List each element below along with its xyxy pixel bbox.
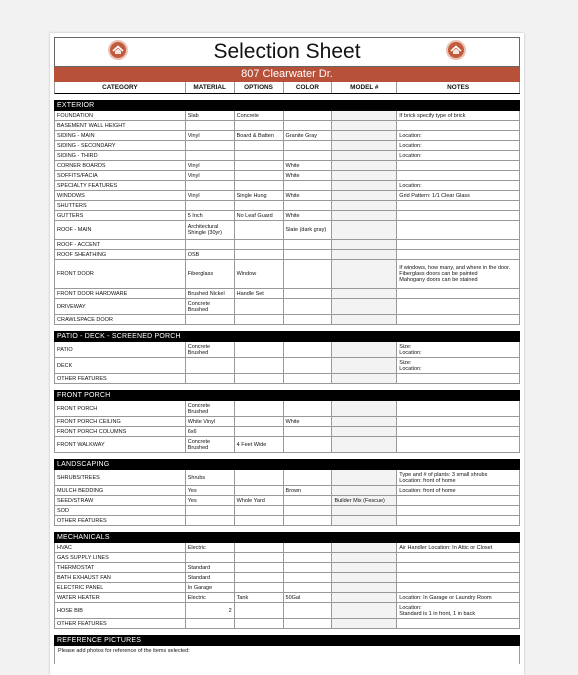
- color-cell: [284, 603, 333, 618]
- table-row: [54, 250, 520, 260]
- category-cell: MULCH BEDDING: [55, 486, 186, 495]
- reference-section: [54, 635, 520, 664]
- section-header: MECHANICALS: [54, 532, 520, 543]
- color-cell: [284, 201, 333, 210]
- options-cell: [235, 250, 284, 259]
- options-cell: [235, 553, 284, 562]
- notes-cell: [397, 221, 520, 239]
- material-cell: [186, 315, 235, 324]
- notes-cell: [397, 573, 520, 582]
- category-cell: FRONT DOOR: [55, 260, 186, 288]
- options-cell: Tank: [235, 593, 284, 602]
- color-cell: Brown: [284, 486, 333, 495]
- options-cell: [235, 171, 284, 180]
- section-header: LANDSCAPING: [54, 459, 520, 470]
- material-cell: [186, 121, 235, 130]
- sheet-content: [54, 37, 520, 664]
- color-cell: [284, 553, 333, 562]
- color-cell: [284, 506, 333, 515]
- table-row: [54, 470, 520, 486]
- material-cell: Vinyl: [186, 161, 235, 170]
- color-cell: [284, 374, 333, 383]
- options-cell: [235, 221, 284, 239]
- options-cell: [235, 417, 284, 426]
- options-cell: [235, 374, 284, 383]
- options-cell: [235, 299, 284, 314]
- material-cell: [186, 374, 235, 383]
- material-cell: Electric: [186, 593, 235, 602]
- notes-cell: [397, 250, 520, 259]
- column-header-row: [54, 82, 520, 94]
- category-cell: OTHER FEATURES: [55, 516, 186, 525]
- section-landscaping: [54, 459, 520, 526]
- material-cell: Vinyl: [186, 171, 235, 180]
- notes-cell: If brick specify type of brick: [397, 111, 520, 120]
- color-cell: [284, 342, 333, 357]
- table-row: [54, 161, 520, 171]
- model-cell: [332, 250, 397, 259]
- model-cell: [332, 161, 397, 170]
- model-cell: [332, 437, 397, 452]
- table-row: [54, 342, 520, 358]
- reference-instructions: Please add photos for reference of the items selected:: [54, 646, 520, 664]
- category-cell: GUTTERS: [55, 211, 186, 220]
- category-cell: SIDING - MAIN: [55, 131, 186, 140]
- category-cell: FOUNDATION: [55, 111, 186, 120]
- title-box: [54, 37, 520, 67]
- notes-cell: [397, 211, 520, 220]
- material-cell: Vinyl: [186, 131, 235, 140]
- material-cell: [186, 181, 235, 190]
- material-cell: Concrete Brushed: [186, 342, 235, 357]
- category-cell: OTHER FEATURES: [55, 619, 186, 628]
- model-cell: [332, 141, 397, 150]
- options-cell: [235, 342, 284, 357]
- material-cell: [186, 141, 235, 150]
- table-row: [54, 437, 520, 453]
- model-cell: [332, 299, 397, 314]
- material-cell: [186, 151, 235, 160]
- model-cell: [332, 427, 397, 436]
- color-cell: [284, 401, 333, 416]
- category-cell: HOSE BIB: [55, 603, 186, 618]
- notes-cell: Location: In Garage or Laundry Room: [397, 593, 520, 602]
- category-cell: DECK: [55, 358, 186, 373]
- model-cell: [332, 374, 397, 383]
- model-cell: [332, 573, 397, 582]
- options-cell: [235, 161, 284, 170]
- category-cell: SPECIALTY FEATURES: [55, 181, 186, 190]
- category-cell: FRONT WALKWAY: [55, 437, 186, 452]
- category-cell: OTHER FEATURES: [55, 374, 186, 383]
- options-cell: [235, 151, 284, 160]
- category-cell: SOD: [55, 506, 186, 515]
- table-row: [54, 289, 520, 299]
- options-cell: Single Hung: [235, 191, 284, 200]
- color-cell: White: [284, 161, 333, 170]
- material-cell: [186, 516, 235, 525]
- notes-cell: [397, 315, 520, 324]
- model-cell: [332, 111, 397, 120]
- category-cell: FRONT PORCH: [55, 401, 186, 416]
- material-cell: Standard: [186, 573, 235, 582]
- color-cell: White: [284, 417, 333, 426]
- table-row: [54, 221, 520, 240]
- category-cell: WINDOWS: [55, 191, 186, 200]
- notes-cell: [397, 583, 520, 592]
- model-cell: [332, 506, 397, 515]
- table-row: [54, 171, 520, 181]
- category-cell: ELECTRIC PANEL: [55, 583, 186, 592]
- table-row: [54, 358, 520, 374]
- options-cell: [235, 619, 284, 628]
- notes-cell: [397, 240, 520, 249]
- table-row: [54, 374, 520, 384]
- category-cell: PATIO: [55, 342, 186, 357]
- section-front-porch: [54, 390, 520, 453]
- material-cell: Standard: [186, 563, 235, 572]
- color-cell: [284, 427, 333, 436]
- model-cell: [332, 289, 397, 298]
- color-cell: [284, 289, 333, 298]
- section-mechanicals: [54, 532, 520, 629]
- category-cell: SIDING - THIRD: [55, 151, 186, 160]
- column-header-notes: NOTES: [397, 82, 520, 93]
- table-row: [54, 573, 520, 583]
- material-cell: In Garage: [186, 583, 235, 592]
- options-cell: [235, 583, 284, 592]
- section-header: PATIO - DECK - SCREENED PORCH: [54, 331, 520, 342]
- section-patio-deck-screened-porch: [54, 331, 520, 384]
- color-cell: [284, 181, 333, 190]
- options-cell: [235, 470, 284, 485]
- model-cell: [332, 342, 397, 357]
- column-header-category: CATEGORY: [55, 82, 186, 93]
- model-cell: [332, 181, 397, 190]
- notes-cell: [397, 496, 520, 505]
- column-header-model: MODEL #: [332, 82, 397, 93]
- table-row: [54, 131, 520, 141]
- notes-cell: [397, 289, 520, 298]
- page-title: Selection Sheet: [213, 40, 361, 63]
- options-cell: Whole Yard: [235, 496, 284, 505]
- house-logo-icon: [446, 40, 466, 60]
- model-cell: [332, 171, 397, 180]
- category-cell: HVAC: [55, 543, 186, 552]
- column-header-options: OPTIONS: [235, 82, 284, 93]
- category-cell: DRIVEWAY: [55, 299, 186, 314]
- options-cell: Board & Batten: [235, 131, 284, 140]
- model-cell: [332, 486, 397, 495]
- color-cell: [284, 470, 333, 485]
- options-cell: [235, 506, 284, 515]
- table-row: [54, 417, 520, 427]
- notes-cell: [397, 506, 520, 515]
- material-cell: Vinyl: [186, 191, 235, 200]
- notes-cell: If windows, how many, and where in the door. Fiberglass doors can be painted Mahogany doors can be stained: [397, 260, 520, 288]
- color-cell: [284, 543, 333, 552]
- model-cell: [332, 201, 397, 210]
- material-cell: [186, 240, 235, 249]
- model-cell: [332, 417, 397, 426]
- table-row: [54, 191, 520, 201]
- options-cell: [235, 358, 284, 373]
- category-cell: FRONT PORCH CEILING: [55, 417, 186, 426]
- options-cell: [235, 315, 284, 324]
- material-cell: Electric: [186, 543, 235, 552]
- options-cell: [235, 573, 284, 582]
- model-cell: Builder Mix (Fescue): [332, 496, 397, 505]
- notes-cell: [397, 299, 520, 314]
- table-row: [54, 563, 520, 573]
- notes-cell: Size: Location:: [397, 358, 520, 373]
- options-cell: [235, 181, 284, 190]
- options-cell: No Leaf Guard: [235, 211, 284, 220]
- address-bar: 807 Clearwater Dr.: [54, 67, 520, 82]
- notes-cell: [397, 401, 520, 416]
- material-cell: [186, 201, 235, 210]
- material-cell: Shrubs: [186, 470, 235, 485]
- notes-cell: Location: front of home: [397, 486, 520, 495]
- table-row: [54, 211, 520, 221]
- model-cell: [332, 563, 397, 572]
- material-cell: Yes: [186, 486, 235, 495]
- color-cell: [284, 437, 333, 452]
- options-cell: [235, 401, 284, 416]
- color-cell: [284, 315, 333, 324]
- options-cell: [235, 516, 284, 525]
- model-cell: [332, 583, 397, 592]
- color-cell: [284, 250, 333, 259]
- notes-cell: Grid Pattern: 1/1 Clear Glass: [397, 191, 520, 200]
- model-cell: [332, 401, 397, 416]
- category-cell: SHRUBS/TREES: [55, 470, 186, 485]
- color-cell: [284, 260, 333, 288]
- notes-cell: [397, 201, 520, 210]
- material-cell: 6x6: [186, 427, 235, 436]
- category-cell: BASEMENT WALL HEIGHT: [55, 121, 186, 130]
- color-cell: White: [284, 171, 333, 180]
- sections-container: [54, 100, 520, 629]
- model-cell: [332, 470, 397, 485]
- table-row: [54, 516, 520, 526]
- column-header-color: COLOR: [284, 82, 333, 93]
- notes-cell: [397, 171, 520, 180]
- model-cell: [332, 260, 397, 288]
- model-cell: [332, 240, 397, 249]
- options-cell: 4 Feet Wide: [235, 437, 284, 452]
- material-cell: Concrete Brushed: [186, 299, 235, 314]
- section-header: FRONT PORCH: [54, 390, 520, 401]
- model-cell: [332, 603, 397, 618]
- table-row: [54, 141, 520, 151]
- color-cell: 50Gal: [284, 593, 333, 602]
- category-cell: ROOF SHEATHING: [55, 250, 186, 259]
- model-cell: [332, 121, 397, 130]
- category-cell: SIDING - SECONDARY: [55, 141, 186, 150]
- options-cell: [235, 427, 284, 436]
- color-cell: White: [284, 191, 333, 200]
- model-cell: [332, 131, 397, 140]
- notes-cell: [397, 417, 520, 426]
- material-cell: Slab: [186, 111, 235, 120]
- options-cell: [235, 543, 284, 552]
- notes-cell: [397, 437, 520, 452]
- options-cell: [235, 240, 284, 249]
- color-cell: [284, 141, 333, 150]
- color-cell: [284, 299, 333, 314]
- color-cell: [284, 496, 333, 505]
- model-cell: [332, 191, 397, 200]
- table-row: [54, 603, 520, 619]
- category-cell: WATER HEATER: [55, 593, 186, 602]
- notes-cell: [397, 374, 520, 383]
- model-cell: [332, 221, 397, 239]
- table-row: [54, 506, 520, 516]
- model-cell: [332, 543, 397, 552]
- options-cell: [235, 486, 284, 495]
- color-cell: [284, 583, 333, 592]
- category-cell: THERMOSTAT: [55, 563, 186, 572]
- options-cell: Concrete: [235, 111, 284, 120]
- notes-cell: Location: Standard is 1 in front, 1 in back: [397, 603, 520, 618]
- options-cell: [235, 603, 284, 618]
- model-cell: [332, 619, 397, 628]
- selection-sheet-page: [50, 33, 524, 675]
- material-cell: Brushed Nickel: [186, 289, 235, 298]
- table-row: [54, 401, 520, 417]
- notes-cell: Type and # of plants: 3 small shrubs Location: front of home: [397, 470, 520, 485]
- material-cell: White Vinyl: [186, 417, 235, 426]
- category-cell: BATH EXHAUST FAN: [55, 573, 186, 582]
- material-cell: OSB: [186, 250, 235, 259]
- color-cell: [284, 516, 333, 525]
- model-cell: [332, 151, 397, 160]
- color-cell: [284, 151, 333, 160]
- model-cell: [332, 553, 397, 562]
- material-cell: 5 Inch: [186, 211, 235, 220]
- table-row: [54, 121, 520, 131]
- color-cell: [284, 358, 333, 373]
- options-cell: [235, 563, 284, 572]
- material-cell: Fiberglass: [186, 260, 235, 288]
- notes-cell: Location:: [397, 151, 520, 160]
- table-row: [54, 496, 520, 506]
- table-row: [54, 583, 520, 593]
- color-cell: Slate (dark gray): [284, 221, 333, 239]
- category-cell: ROOF - MAIN: [55, 221, 186, 239]
- material-cell: Concrete Brushed: [186, 401, 235, 416]
- table-row: [54, 553, 520, 563]
- material-cell: Concrete Brushed: [186, 437, 235, 452]
- table-row: [54, 593, 520, 603]
- color-cell: Granite Gray: [284, 131, 333, 140]
- color-cell: White: [284, 211, 333, 220]
- material-cell: 2: [186, 603, 235, 618]
- table-row: [54, 543, 520, 553]
- table-row: [54, 260, 520, 289]
- options-cell: Handle Set: [235, 289, 284, 298]
- category-cell: FRONT PORCH COLUMNS: [55, 427, 186, 436]
- table-row: [54, 181, 520, 191]
- material-cell: [186, 619, 235, 628]
- category-cell: GAS SUPPLY LINES: [55, 553, 186, 562]
- category-cell: FRONT DOOR HARDWARE: [55, 289, 186, 298]
- notes-cell: [397, 619, 520, 628]
- material-cell: Yes: [186, 496, 235, 505]
- notes-cell: [397, 121, 520, 130]
- notes-cell: Location:: [397, 181, 520, 190]
- color-cell: [284, 121, 333, 130]
- notes-cell: Air Handler Location: In Attic or Closet: [397, 543, 520, 552]
- options-cell: Window: [235, 260, 284, 288]
- section-header: EXTERIOR: [54, 100, 520, 111]
- table-row: [54, 151, 520, 161]
- table-row: [54, 299, 520, 315]
- notes-cell: [397, 553, 520, 562]
- category-cell: ROOF - ACCENT: [55, 240, 186, 249]
- notes-cell: Location:: [397, 141, 520, 150]
- notes-cell: [397, 563, 520, 572]
- category-cell: CRAWLSPACE DOOR: [55, 315, 186, 324]
- model-cell: [332, 315, 397, 324]
- notes-cell: [397, 427, 520, 436]
- color-cell: [284, 563, 333, 572]
- section-header: REFERENCE PICTURES: [54, 635, 520, 646]
- model-cell: [332, 358, 397, 373]
- model-cell: [332, 593, 397, 602]
- table-row: [54, 111, 520, 121]
- column-header-material: MATERIAL: [186, 82, 235, 93]
- table-row: [54, 240, 520, 250]
- options-cell: [235, 121, 284, 130]
- category-cell: SOFFITS/FACIA: [55, 171, 186, 180]
- category-cell: SEED/STRAW: [55, 496, 186, 505]
- material-cell: [186, 358, 235, 373]
- notes-cell: Location:: [397, 131, 520, 140]
- category-cell: SHUTTERS: [55, 201, 186, 210]
- color-cell: [284, 619, 333, 628]
- notes-cell: [397, 161, 520, 170]
- color-cell: [284, 573, 333, 582]
- section-exterior: [54, 100, 520, 325]
- table-row: [54, 427, 520, 437]
- notes-cell: Size: Location:: [397, 342, 520, 357]
- model-cell: [332, 211, 397, 220]
- model-cell: [332, 516, 397, 525]
- table-row: [54, 315, 520, 325]
- material-cell: Architectural Shingle (30yr): [186, 221, 235, 239]
- table-row: [54, 486, 520, 496]
- color-cell: [284, 111, 333, 120]
- material-cell: [186, 553, 235, 562]
- options-cell: [235, 141, 284, 150]
- options-cell: [235, 201, 284, 210]
- notes-cell: [397, 516, 520, 525]
- material-cell: [186, 506, 235, 515]
- category-cell: CORNER BOARDS: [55, 161, 186, 170]
- table-row: [54, 619, 520, 629]
- table-row: [54, 201, 520, 211]
- color-cell: [284, 240, 333, 249]
